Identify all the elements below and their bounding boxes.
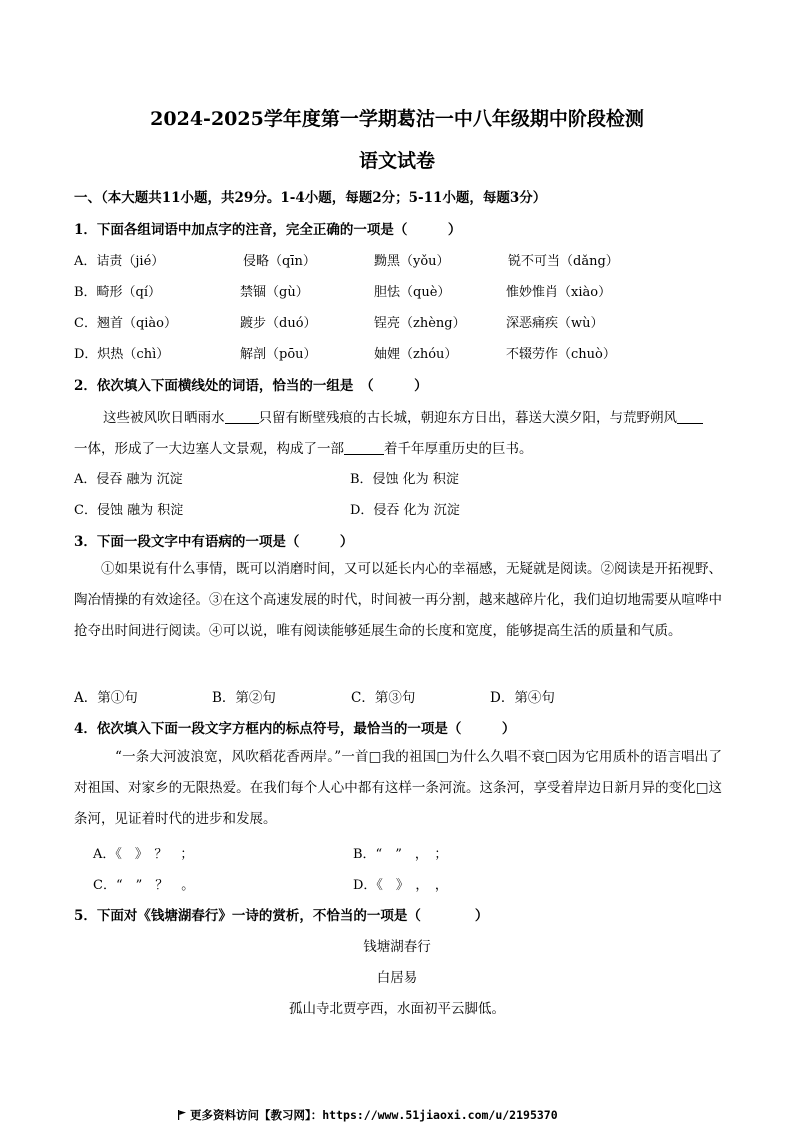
- q3-option-c: C．第③句: [351, 690, 416, 706]
- q1-option-a-word4: 锐不可当（dǎng）: [508, 254, 619, 269]
- exam-title: 2024-2025学年度第一学期葛沽一中八年级期中阶段检测: [150, 108, 644, 130]
- flag-icon: [178, 1110, 186, 1120]
- q4-option-b: B．“ ” ， ；: [353, 847, 448, 862]
- q1-option-a-word1: A．诘责（jié）: [74, 254, 165, 269]
- question-2-passage-line1: [103, 406, 703, 426]
- q1-option-d-word2: 解剖（pōu）: [240, 347, 317, 362]
- q4-option-c: C．“ ” ？ 。: [93, 878, 195, 893]
- q2-passage-part4: 着千年厚重历史的巨书。: [384, 441, 533, 457]
- fill-blank-3: [344, 442, 384, 455]
- q2-option-a: A．侵吞 融为 沉淀: [74, 472, 183, 487]
- q2-passage-part2: 只留有断壁残痕的古长城，朝迎东方日出，暮送大漠夕阳，与荒野朔风: [258, 410, 677, 426]
- question-2-stem: 2．依次填入下面横线处的词语，恰当的一组是 （ ）: [74, 378, 428, 394]
- q1-option-c-word4: 深恶痛疾（wù）: [506, 316, 604, 331]
- q4-option-a: A．《 》 ？ ；: [93, 847, 194, 862]
- q1-option-a-word3: 黝黑（yǒu）: [374, 254, 450, 269]
- q2-option-c: C．侵蚀 融为 积淀: [74, 503, 184, 518]
- question-3-passage: ①如果说有什么事情，既可以消磨时间，又可以延长内心的幸福感，无疑就是阅读。②阅读是开拓视野、陶冶情操的有效途径。③在这个高速发展的时代，时间被一再分割，越来越碎片化，我们迫切地需要从喧哗中抢夺出时间进行阅读。④可以说，唯有阅读能够延展生命的长度和宽度，能够提高生活的质量和气质。: [74, 561, 722, 639]
- poem-author: 白居易: [376, 970, 418, 986]
- poem-title: 钱塘湖春行: [363, 939, 431, 955]
- q3-option-a: A．第①句: [74, 690, 138, 706]
- q1-option-a-word2: 侵略（qīn）: [243, 254, 316, 269]
- q2-option-b: B．侵蚀 化为 积淀: [350, 472, 459, 487]
- q1-option-c-word3: 锃亮（zhèng）: [374, 316, 466, 331]
- fill-blank-1: [225, 411, 259, 424]
- q1-option-b-word3: 胆怯（què）: [374, 285, 451, 300]
- q1-option-c-word1: C．翘首（qiào）: [74, 316, 178, 331]
- q1-option-b-word2: 禁锢（gù）: [240, 285, 309, 300]
- fill-blank-2: [677, 411, 703, 424]
- q1-option-d-word4: 不辍劳作（chuò）: [506, 347, 616, 362]
- footer-text: 更多资料访问【教习网】：https://www.51jiaoxi.com/u/2195370: [190, 1108, 558, 1122]
- q1-option-d-word3: 妯娌（zhóu）: [374, 347, 458, 362]
- q1-option-b-word1: B．畸形（qí）: [74, 285, 162, 300]
- q1-option-d-word1: D．炽热（chì）: [74, 347, 170, 362]
- q3-option-d: D．第④句: [490, 690, 555, 706]
- q2-option-d: D．侵吞 化为 沉淀: [350, 503, 460, 518]
- poem-line-1: 孤山寺北贾亭西，水面初平云脚低。: [289, 1001, 505, 1017]
- question-5-stem: 5．下面对《钱塘湖春行》一诗的赏析，不恰当的一项是（ ）: [74, 908, 489, 924]
- q2-passage-part3: 一体，形成了一大边塞人文景观，构成了一部: [74, 441, 344, 457]
- q2-passage-part1: 这些被风吹日晒雨水: [103, 410, 225, 426]
- q3-option-b: B．第②句: [212, 690, 276, 706]
- question-4-passage: “一条大河波浪宽，风吹稻花香两岸。”一首□我的祖国□为什么久唱不衰□因为它用质朴的语言唱出了对祖国、对家乡的无限热爱。在我们每个人心中都有这样一条河流。这条河，享受着岸边日新月异的变化□这条河，见证着时代的进步和发展。: [74, 749, 722, 827]
- question-1-stem: 1．下面各组词语中加点字的注音，完全正确的一项是（ ）: [74, 222, 462, 238]
- exam-subtitle: 语文试卷: [358, 150, 435, 172]
- question-4-stem: 4．依次填入下面一段文字方框内的标点符号，最恰当的一项是（ ）: [74, 721, 516, 737]
- q4-option-d: D．《 》 ， ，: [353, 878, 448, 893]
- question-2-passage-line2: [74, 437, 533, 457]
- q1-option-c-word2: 踱步（duó）: [240, 316, 317, 331]
- footer-link[interactable]: [178, 1107, 558, 1123]
- section-heading: 一、（本大题共11小题，共29分。1-4小题，每题2分；5-11小题，每题3分）: [74, 190, 547, 206]
- question-3-stem: 3．下面一段文字中有语病的一项是（ ）: [74, 534, 354, 550]
- q1-option-b-word4: 惟妙惟肖（xiào）: [506, 285, 612, 300]
